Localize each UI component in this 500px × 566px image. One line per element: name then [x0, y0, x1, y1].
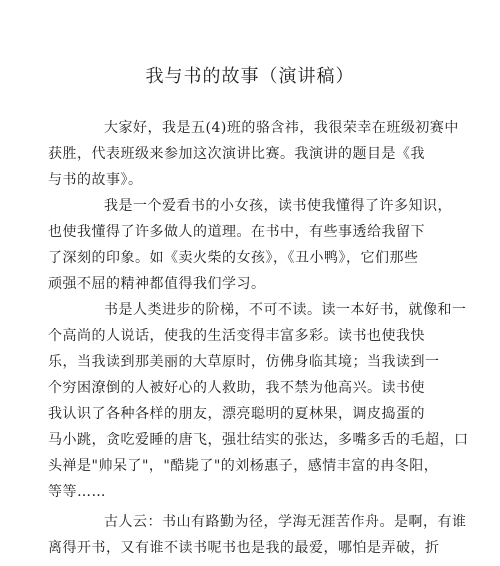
text-line: 个高尚的人说话，使我的生活变得丰富多彩。读书也使我快 [48, 328, 425, 344]
text-line: 与书的故事》。 [48, 172, 143, 188]
text-line: 我认识了各种各样的朋友，漂亮聪明的夏林果，调皮捣蛋的 [48, 406, 425, 422]
text-line: 大家好，我是五(4)班的骆含祎，我很荣幸在班级初赛中 [104, 120, 459, 136]
text-line: 书是人类进步的阶梯，不可不读。读一本好书，就像和一 [104, 302, 467, 318]
text-line: 古人云：书山有路勤为径，学海无涯苦作舟。是啊，有谁 [104, 514, 467, 530]
text-line: 顽强不屈的精神都值得我们学习。 [48, 276, 266, 292]
text-line: 了深刻的印象。如《卖火柴的女孩》，《丑小鸭》，它们那些 [48, 250, 419, 266]
text-line: 个穷困潦倒的人被好心的人救助，我不禁为他高兴。读书使 [48, 380, 425, 396]
text-line: 等等…… [48, 484, 106, 500]
text-line: 离得开书，又有谁不读书呢书也是我的最爱，哪怕是弄破，折 [48, 540, 440, 556]
text-line: 获胜，代表班级来参加这次演讲比赛。我演讲的题目是《我 [48, 146, 425, 162]
text-line: 乐，当我读到那美丽的大草原时，仿佛身临其境；当我读到一 [48, 354, 440, 370]
text-line: 也使我懂得了许多做人的道理。在书中，有些事透给我留下 [48, 224, 425, 240]
text-line: 马小跳，贪吃爱睡的唐飞，强壮结实的张达，多嘴多舌的毛超，口 [48, 432, 469, 448]
page-title: 我与书的故事（演讲稿） [145, 66, 355, 87]
text-line: 我是一个爱看书的小女孩，读书使我懂得了许多知识， [104, 198, 452, 214]
text-line: 头禅是"帅呆了"，"酷毙了"的刘杨惠子，感情丰富的冉冬阳， [48, 458, 439, 474]
